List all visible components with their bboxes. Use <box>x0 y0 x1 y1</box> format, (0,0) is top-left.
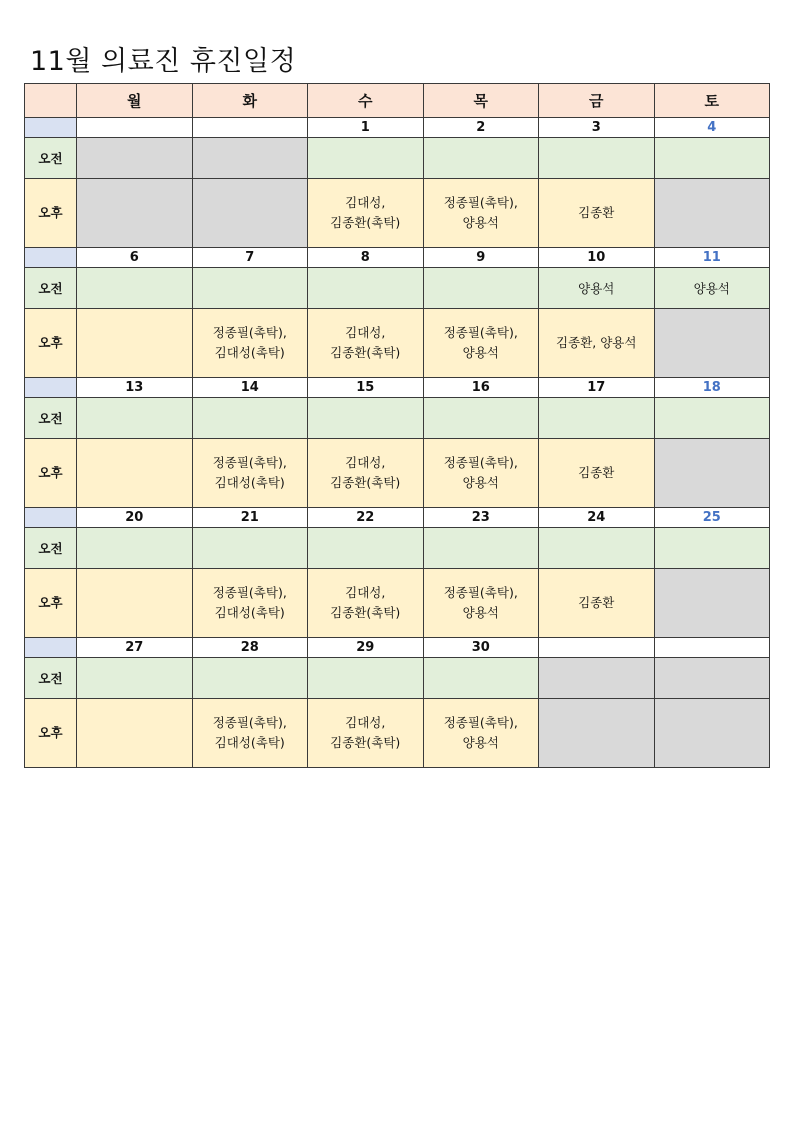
afternoon-cell <box>654 439 770 508</box>
date-cell: 16 <box>423 378 539 398</box>
doctor-name: 양용석 <box>462 345 499 360</box>
morning-cell <box>192 528 308 569</box>
afternoon-cell <box>539 699 655 768</box>
morning-cell <box>654 138 770 179</box>
afternoon-cell <box>423 569 539 638</box>
afternoon-row <box>25 309 770 378</box>
afternoon-label: 오후 <box>25 439 77 508</box>
date-cell: 18 <box>654 378 770 398</box>
morning-cell <box>423 268 539 309</box>
doctor-name: 정종필(촉탁), <box>443 715 518 730</box>
doctor-name: 정종필(촉탁), <box>212 325 287 340</box>
weekday-header-wed: 수 <box>308 84 424 118</box>
doctor-name: 정종필(촉탁), <box>212 585 287 600</box>
doctor-name: 김대성, <box>345 325 386 340</box>
date-row <box>25 638 770 658</box>
afternoon-cell <box>423 699 539 768</box>
morning-cell <box>77 268 193 309</box>
morning-cell <box>192 138 308 179</box>
doctor-name: 김종환(촉탁) <box>330 475 401 490</box>
doctor-name: 김종환(촉탁) <box>330 605 401 620</box>
doctor-name: 김대성, <box>345 195 386 210</box>
morning-row <box>25 268 770 309</box>
morning-row <box>25 138 770 179</box>
morning-cell <box>654 658 770 699</box>
date-cell: 6 <box>77 248 193 268</box>
afternoon-row <box>25 439 770 508</box>
schedule-body <box>25 118 770 768</box>
morning-cell <box>539 138 655 179</box>
afternoon-cell <box>539 439 655 508</box>
morning-cell: 양용석 <box>654 268 770 309</box>
doctor-name: 정종필(촉탁), <box>443 195 518 210</box>
date-cell: 17 <box>539 378 655 398</box>
doctor-name: 김대성(촉탁) <box>214 605 285 620</box>
morning-cell <box>539 528 655 569</box>
morning-cell <box>308 138 424 179</box>
afternoon-label: 오후 <box>25 569 77 638</box>
afternoon-cell <box>77 699 193 768</box>
afternoon-cell <box>308 439 424 508</box>
afternoon-cell <box>423 439 539 508</box>
doctor-name: 양용석 <box>462 735 499 750</box>
morning-cell <box>423 528 539 569</box>
morning-cell <box>192 398 308 439</box>
date-row-label <box>25 508 77 528</box>
doctor-name: 양용석 <box>462 605 499 620</box>
date-row-label <box>25 248 77 268</box>
doctor-name: 정종필(촉탁), <box>443 325 518 340</box>
date-cell: 3 <box>539 118 655 138</box>
date-cell: 27 <box>77 638 193 658</box>
date-cell: 10 <box>539 248 655 268</box>
afternoon-cell <box>654 569 770 638</box>
doctor-name: 김종환(촉탁) <box>330 735 401 750</box>
doctor-name: 김종환(촉탁) <box>330 215 401 230</box>
morning-label: 오전 <box>25 398 77 439</box>
date-row-label <box>25 638 77 658</box>
morning-cell <box>539 658 655 699</box>
afternoon-cell <box>539 569 655 638</box>
doctor-name: 정종필(촉탁), <box>212 715 287 730</box>
doctor-name: 김대성(촉탁) <box>214 475 285 490</box>
morning-cell <box>192 658 308 699</box>
weekday-header-thu: 목 <box>423 84 539 118</box>
afternoon-cell <box>654 699 770 768</box>
date-cell: 22 <box>308 508 424 528</box>
date-cell: 29 <box>308 638 424 658</box>
afternoon-cell <box>423 309 539 378</box>
weekday-header-row <box>25 84 770 118</box>
doctor-name: 김대성, <box>345 715 386 730</box>
afternoon-row <box>25 179 770 248</box>
afternoon-cell <box>654 179 770 248</box>
date-row <box>25 248 770 268</box>
afternoon-cell <box>654 309 770 378</box>
morning-cell: 양용석 <box>539 268 655 309</box>
date-cell: 15 <box>308 378 424 398</box>
morning-cell <box>423 138 539 179</box>
afternoon-cell <box>308 179 424 248</box>
morning-cell <box>423 658 539 699</box>
date-cell: 14 <box>192 378 308 398</box>
date-cell: 28 <box>192 638 308 658</box>
doctor-name: 김종환, 양용석 <box>556 335 637 350</box>
date-cell: 7 <box>192 248 308 268</box>
date-cell: 11 <box>654 248 770 268</box>
afternoon-cell <box>192 439 308 508</box>
header-corner-cell <box>25 84 77 118</box>
morning-cell <box>539 398 655 439</box>
schedule-table <box>24 83 770 768</box>
afternoon-label: 오후 <box>25 179 77 248</box>
doctor-name: 김대성, <box>345 585 386 600</box>
date-cell <box>77 118 193 138</box>
weekday-header-fri: 금 <box>539 84 655 118</box>
date-cell: 13 <box>77 378 193 398</box>
afternoon-cell <box>192 309 308 378</box>
doctor-name: 김종환 <box>578 465 615 480</box>
doctor-name: 김대성(촉탁) <box>214 345 285 360</box>
date-cell: 21 <box>192 508 308 528</box>
afternoon-cell <box>539 179 655 248</box>
morning-cell <box>77 138 193 179</box>
date-cell: 30 <box>423 638 539 658</box>
date-cell: 1 <box>308 118 424 138</box>
afternoon-cell <box>77 569 193 638</box>
afternoon-cell <box>423 179 539 248</box>
doctor-name: 김종환 <box>578 205 615 220</box>
afternoon-row <box>25 699 770 768</box>
date-row-label <box>25 118 77 138</box>
doctor-name: 김대성, <box>345 455 386 470</box>
date-row <box>25 378 770 398</box>
doctor-name: 양용석 <box>462 215 499 230</box>
doctor-name: 정종필(촉탁), <box>443 455 518 470</box>
morning-cell <box>308 268 424 309</box>
date-cell: 24 <box>539 508 655 528</box>
doctor-name: 정종필(촉탁), <box>443 585 518 600</box>
afternoon-cell <box>192 569 308 638</box>
weekday-header-tue: 화 <box>192 84 308 118</box>
date-row <box>25 118 770 138</box>
morning-cell <box>77 398 193 439</box>
date-cell: 8 <box>308 248 424 268</box>
weekday-header-sat: 토 <box>654 84 770 118</box>
date-cell: 23 <box>423 508 539 528</box>
date-cell <box>539 638 655 658</box>
date-row-label <box>25 378 77 398</box>
afternoon-cell <box>77 439 193 508</box>
morning-row <box>25 528 770 569</box>
date-cell: 4 <box>654 118 770 138</box>
date-cell <box>192 118 308 138</box>
doctor-name: 김대성(촉탁) <box>214 735 285 750</box>
date-cell <box>654 638 770 658</box>
morning-cell <box>192 268 308 309</box>
afternoon-cell <box>77 309 193 378</box>
morning-cell <box>77 528 193 569</box>
afternoon-row <box>25 569 770 638</box>
doctor-name: 정종필(촉탁), <box>212 455 287 470</box>
morning-cell <box>308 658 424 699</box>
date-cell: 2 <box>423 118 539 138</box>
weekday-header-mon: 월 <box>77 84 193 118</box>
morning-row <box>25 398 770 439</box>
morning-cell <box>308 528 424 569</box>
doctor-name: 김종환 <box>578 595 615 610</box>
morning-cell <box>423 398 539 439</box>
date-row <box>25 508 770 528</box>
morning-label: 오전 <box>25 138 77 179</box>
afternoon-cell <box>192 699 308 768</box>
morning-label: 오전 <box>25 528 77 569</box>
morning-label: 오전 <box>25 658 77 699</box>
date-cell: 25 <box>654 508 770 528</box>
date-cell: 9 <box>423 248 539 268</box>
morning-cell <box>77 658 193 699</box>
morning-row <box>25 658 770 699</box>
morning-label: 오전 <box>25 268 77 309</box>
morning-cell <box>654 398 770 439</box>
doctor-name: 김종환(촉탁) <box>330 345 401 360</box>
doctor-name: 양용석 <box>462 475 499 490</box>
morning-cell <box>308 398 424 439</box>
afternoon-cell <box>308 699 424 768</box>
afternoon-cell <box>539 309 655 378</box>
page-title: 11월 의료진 휴진일정 <box>30 46 297 77</box>
afternoon-label: 오후 <box>25 309 77 378</box>
morning-cell <box>654 528 770 569</box>
afternoon-cell <box>308 309 424 378</box>
date-cell: 20 <box>77 508 193 528</box>
afternoon-cell <box>77 179 193 248</box>
afternoon-label: 오후 <box>25 699 77 768</box>
afternoon-cell <box>192 179 308 248</box>
afternoon-cell <box>308 569 424 638</box>
